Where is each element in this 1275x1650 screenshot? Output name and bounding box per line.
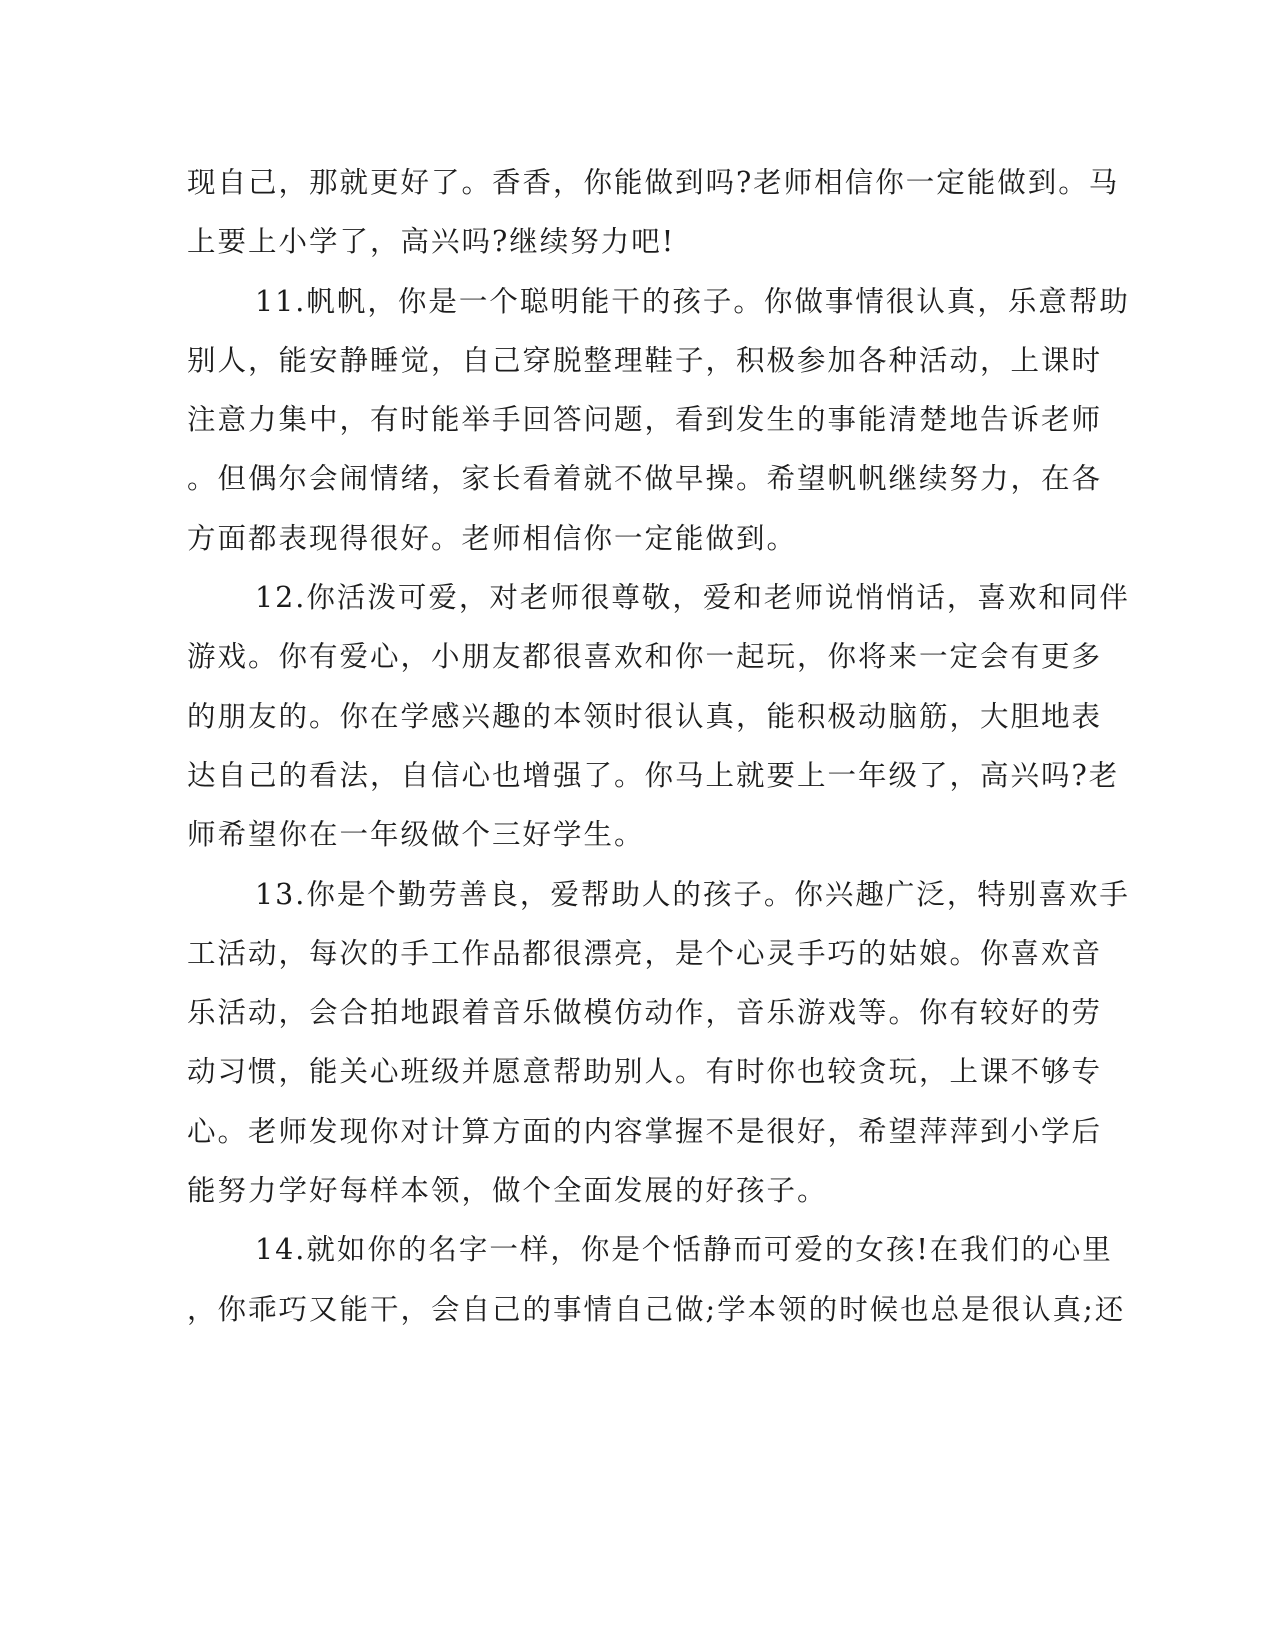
paragraph-start-line: 12.你活泼可爱，对老师很尊敬，爱和老师说悄悄话，喜欢和同伴	[255, 581, 1130, 615]
text-line: 工活动，每次的手工作品都很漂亮，是个心灵手巧的姑娘。你喜欢音	[187, 936, 1103, 970]
text-line: 达自己的看法，自信心也增强了。你马上就要上一年级了，高兴吗?老	[187, 758, 1120, 792]
document-body	[187, 153, 1130, 1339]
paragraph-start-line: 14.就如你的名字一样，你是个恬静而可爱的女孩!在我们的心里	[255, 1233, 1113, 1267]
text-line: 的朋友的。你在学感兴趣的本领时很认真，能积极动脑筋，大胆地表	[187, 699, 1103, 733]
text-line: ，你乖巧又能干，会自己的事情自己做;学本领的时候也总是很认真;还	[187, 1292, 1126, 1326]
text-line: 心。老师发现你对计算方面的内容掌握不是很好，希望萍萍到小学后	[187, 1114, 1103, 1148]
text-line: 乐活动，会合拍地跟着音乐做模仿动作，音乐游戏等。你有较好的劳	[187, 996, 1103, 1030]
paragraph-start-line: 11.帆帆，你是一个聪明能干的孩子。你做事情很认真，乐意帮助	[255, 284, 1130, 318]
text-line: 现自己，那就更好了。香香，你能做到吗?老师相信你一定能做到。马	[187, 166, 1120, 199]
text-line: 别人，能安静睡觉，自己穿脱整理鞋子，积极参加各种活动，上课时	[187, 343, 1103, 377]
text-line: 上要上小学了，高兴吗?继续努力吧!	[187, 225, 676, 259]
text-line: 游戏。你有爱心，小朋友都很喜欢和你一起玩，你将来一定会有更多	[187, 640, 1103, 674]
paragraph-start-line: 13.你是个勤劳善良，爱帮助人的孩子。你兴趣广泛，特别喜欢手	[255, 877, 1130, 911]
text-line: 注意力集中，有时能举手回答问题，看到发生的事能清楚地告诉老师	[187, 403, 1103, 437]
text-line: 能努力学好每样本领，做个全面发展的好孩子。	[187, 1174, 828, 1208]
text-line: 方面都表现得很好。老师相信你一定能做到。	[187, 521, 798, 555]
text-line: 。但偶尔会闹情绪，家长看着就不做早操。希望帆帆继续努力，在各	[187, 462, 1103, 496]
text-line: 师希望你在一年级做个三好学生。	[187, 818, 645, 852]
text-line: 动习惯，能关心班级并愿意帮助别人。有时你也较贪玩，上课不够专	[187, 1055, 1103, 1089]
